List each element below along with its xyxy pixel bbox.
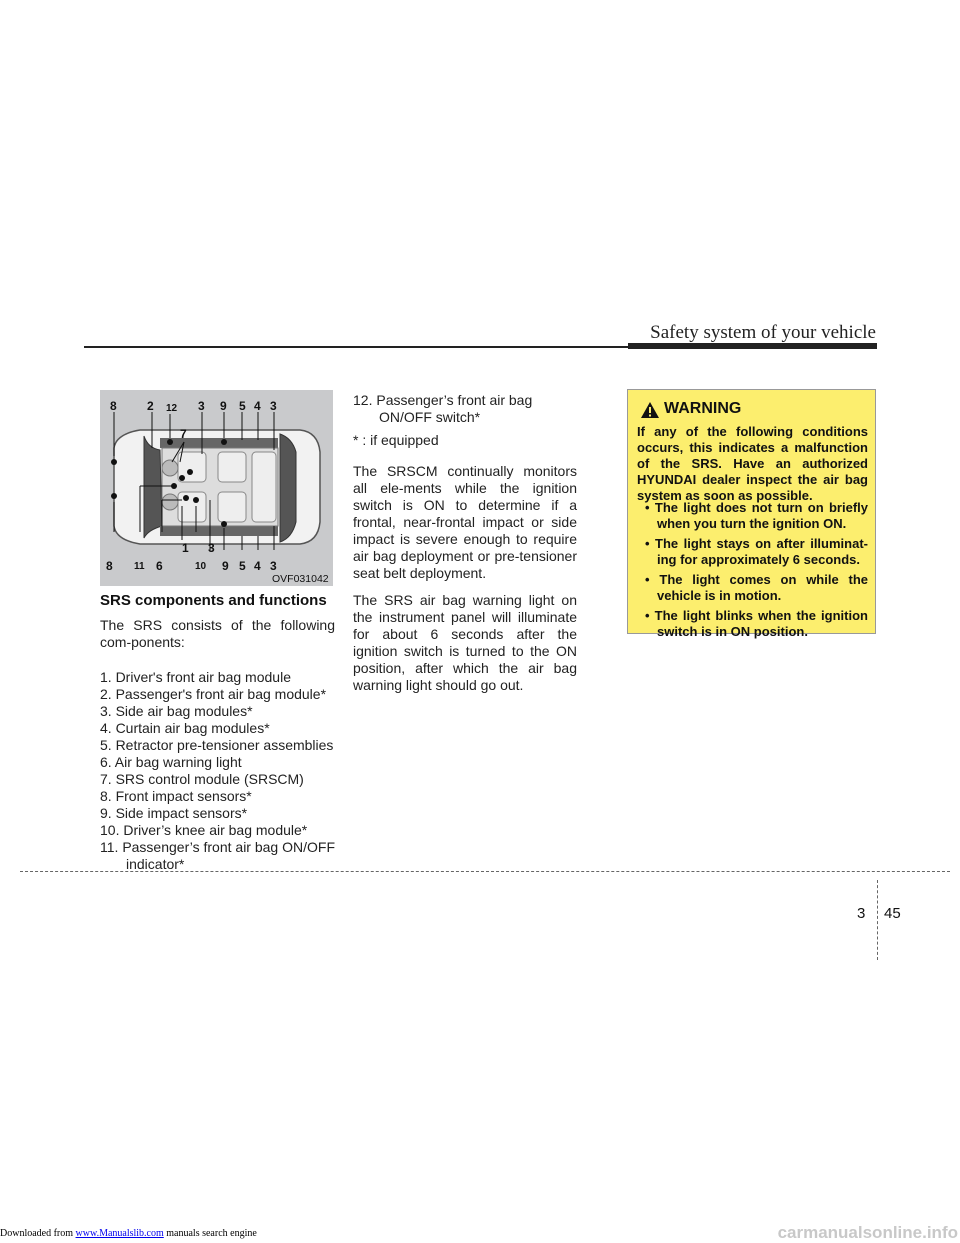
list-item: 4. Curtain air bag modules* xyxy=(100,720,270,736)
callout-label: 2 xyxy=(147,399,154,413)
manualslib-link[interactable]: www.Manualslib.com xyxy=(75,1228,164,1239)
header-tab-bar xyxy=(628,343,877,349)
callout-label: 7 xyxy=(180,427,187,441)
list-item: 6. Air bag warning light xyxy=(100,754,242,770)
warning-list-item: • The light does not turn on briefly when you turn the ignition ON. xyxy=(645,500,868,531)
callout-label: 1 xyxy=(182,541,189,555)
section-title: SRS components and functions xyxy=(100,592,327,609)
callout-label: 4 xyxy=(254,399,261,413)
callout-label: 3 xyxy=(198,399,205,413)
warning-box xyxy=(627,389,876,639)
callout-label: 6 xyxy=(156,559,163,573)
list-item: 11. Passenger’s front air bag ON/OFF indicator* xyxy=(100,839,335,872)
vehicle-top-view-illustration xyxy=(100,390,333,586)
callout-label: 9 xyxy=(222,559,229,573)
figure-code: OVF031042 xyxy=(272,573,329,585)
list-item: 7. SRS control module (SRSCM) xyxy=(100,771,304,787)
download-note: Downloaded from www.Manualslib.com manuals search engine xyxy=(0,1228,257,1239)
callout-label: 3 xyxy=(270,399,277,413)
srs-components-figure xyxy=(100,390,333,586)
warning-title: WARNING xyxy=(664,400,742,417)
bullet: • xyxy=(645,572,650,587)
warning-list-item: • The light stays on after illuminat-ing for approximately 6 seconds. xyxy=(645,536,868,567)
warning-list-item: • The light comes on while the vehicle is in motion. xyxy=(645,572,868,603)
page-number: 45 xyxy=(884,905,901,922)
callout-label: 3 xyxy=(208,541,215,555)
page-header-title: Safety system of your vehicle xyxy=(650,322,876,343)
paragraph-warning-light: The SRS air bag warning light on the instrument panel will illuminate for about 6 seconds after the ignition switch is turned to the ON position, after which the air bag warning light should go out. xyxy=(353,592,577,693)
right-text-column xyxy=(353,392,577,694)
callout-label: 5 xyxy=(239,559,246,573)
footer-vertical-rule xyxy=(877,880,878,960)
list-item: 12. Passenger’s front air bag ON/OFF switch* xyxy=(353,392,533,425)
callout-label: 11 xyxy=(134,561,145,572)
watermark: carmanualsonline.info xyxy=(777,1223,958,1242)
callout-label: 12 xyxy=(166,403,178,414)
section-intro: The SRS consists of the following com-ponents: xyxy=(100,617,335,650)
bullet: • xyxy=(645,536,650,551)
warning-triangle-icon xyxy=(640,401,660,419)
callout-label: 5 xyxy=(239,399,246,413)
list-item: 8. Front impact sensors* xyxy=(100,788,252,804)
list-item: 10. Driver’s knee air bag module* xyxy=(100,822,308,838)
list-item: 2. Passenger's front air bag module* xyxy=(100,686,327,702)
list-item: 3. Side air bag modules* xyxy=(100,703,253,719)
list-item: 9. Side impact sensors* xyxy=(100,805,248,821)
warning-list-item: • The light blinks when the ignition switch is in ON position. xyxy=(645,608,868,639)
callout-label: 8 xyxy=(110,399,117,413)
component-list xyxy=(100,669,340,873)
callout-label: 3 xyxy=(270,559,277,573)
footnote: * : if equipped xyxy=(353,432,439,448)
warning-list xyxy=(637,500,868,644)
bullet: • xyxy=(645,500,650,515)
callout-label: 10 xyxy=(195,561,207,572)
callout-label: 9 xyxy=(220,399,227,413)
bullet: • xyxy=(645,608,650,623)
callout-label: 8 xyxy=(106,559,113,573)
paragraph-srscm: The SRSCM continually monitors all ele-ments while the ignition switch is ON to determine if a frontal, near-frontal impact or side impact is severe enough to require air bag deployment or pre-tensioner seat belt deployment. xyxy=(353,463,577,581)
chapter-number: 3 xyxy=(857,905,866,922)
list-item: 1. Driver's front air bag module xyxy=(100,669,291,685)
callout-label: 4 xyxy=(254,559,261,573)
footer-dashed-rule xyxy=(20,871,950,872)
list-item: 5. Retractor pre-tensioner assemblies xyxy=(100,737,334,753)
warning-text: If any of the following conditions occurs, this indicates a malfunction of the SRS. Have an authorized HYUNDAI dealer inspect the air bag system as soon as possible. xyxy=(637,424,868,503)
